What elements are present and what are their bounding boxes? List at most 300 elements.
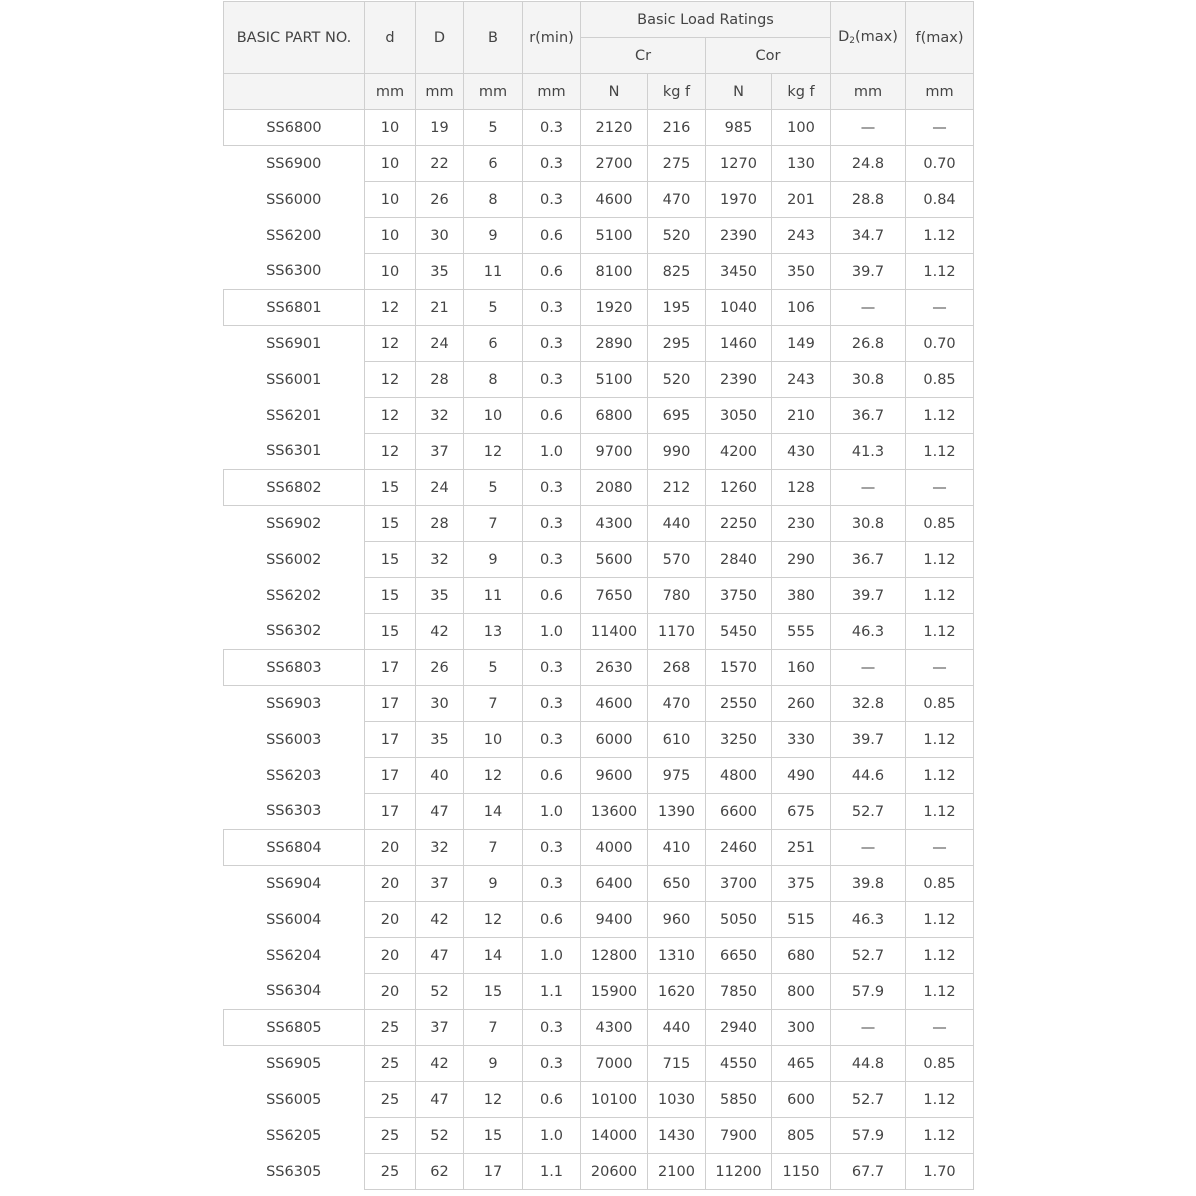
cell-d2-max: 30.8 [831, 506, 906, 542]
cell-cr-kgf: 275 [648, 146, 706, 182]
table-row [224, 758, 974, 794]
cell-f-max: 0.70 [906, 326, 974, 362]
cell-f-max: 1.12 [906, 254, 974, 290]
cell-D: 19 [416, 110, 464, 146]
cell-part-no: SS6000 [224, 182, 365, 218]
cell-B: 5 [464, 470, 523, 506]
cell-cr-n: 15900 [581, 974, 648, 1010]
cell-cor-n: 6600 [706, 794, 772, 830]
cell-D: 28 [416, 506, 464, 542]
cell-cr-kgf: 470 [648, 182, 706, 218]
table-row [224, 830, 974, 866]
cell-d: 25 [365, 1010, 416, 1046]
cell-B: 5 [464, 110, 523, 146]
cell-cr-kgf: 1390 [648, 794, 706, 830]
cell-cr-kgf: 1620 [648, 974, 706, 1010]
cell-cor-kgf: 251 [772, 830, 831, 866]
cell-r-min: 0.3 [523, 722, 581, 758]
cell-d: 17 [365, 758, 416, 794]
table-body [224, 110, 974, 1190]
header-cor: Cor [706, 38, 831, 74]
cell-f-max: — [906, 470, 974, 506]
cell-cor-n: 5450 [706, 614, 772, 650]
cell-cor-n: 3050 [706, 398, 772, 434]
cell-cor-n: 1040 [706, 290, 772, 326]
cell-d2-max: 57.9 [831, 1118, 906, 1154]
cell-cr-kgf: 1310 [648, 938, 706, 974]
cell-cor-kgf: 350 [772, 254, 831, 290]
cell-part-no: SS6201 [224, 398, 365, 434]
cell-cr-n: 6800 [581, 398, 648, 434]
cell-d2-max: 41.3 [831, 434, 906, 470]
cell-D: 37 [416, 1010, 464, 1046]
cell-B: 12 [464, 902, 523, 938]
cell-r-min: 0.3 [523, 542, 581, 578]
cell-cor-n: 4200 [706, 434, 772, 470]
cell-d2-max: 36.7 [831, 398, 906, 434]
cell-d: 20 [365, 866, 416, 902]
cell-f-max: 1.12 [906, 794, 974, 830]
cell-f-max: 1.12 [906, 578, 974, 614]
cell-d: 20 [365, 830, 416, 866]
cell-cor-n: 2250 [706, 506, 772, 542]
cell-part-no: SS6300 [224, 254, 365, 290]
cell-cr-kgf: 975 [648, 758, 706, 794]
cell-cr-n: 12800 [581, 938, 648, 974]
cell-D: 32 [416, 398, 464, 434]
header-D: D [416, 2, 464, 74]
header-d2-max: $D_2(\max)$ [831, 2, 906, 74]
cell-cr-kgf: 2100 [648, 1154, 706, 1190]
cell-cr-kgf: 520 [648, 218, 706, 254]
cell-D: 32 [416, 830, 464, 866]
cell-D: 26 [416, 182, 464, 218]
cell-cor-n: 5050 [706, 902, 772, 938]
cell-cr-n: 2120 [581, 110, 648, 146]
cell-part-no: SS6005 [224, 1082, 365, 1118]
cell-cr-kgf: 195 [648, 290, 706, 326]
cell-B: 14 [464, 794, 523, 830]
cell-cr-n: 4600 [581, 686, 648, 722]
header-B: B [464, 2, 523, 74]
cell-cor-kgf: 800 [772, 974, 831, 1010]
cell-part-no: SS6002 [224, 542, 365, 578]
table-row [224, 938, 974, 974]
cell-B: 11 [464, 578, 523, 614]
cell-r-min: 1.1 [523, 1154, 581, 1190]
cell-part-no: SS6205 [224, 1118, 365, 1154]
cell-d: 10 [365, 218, 416, 254]
cell-cr-n: 10100 [581, 1082, 648, 1118]
cell-r-min: 0.3 [523, 146, 581, 182]
cell-cor-n: 2840 [706, 542, 772, 578]
cell-B: 6 [464, 326, 523, 362]
cell-part-no: SS6302 [224, 614, 365, 650]
cell-cr-n: 1920 [581, 290, 648, 326]
cell-d: 10 [365, 182, 416, 218]
cell-f-max: 1.12 [906, 758, 974, 794]
table-row [224, 218, 974, 254]
cell-d2-max: — [831, 1010, 906, 1046]
cell-cr-kgf: 695 [648, 398, 706, 434]
table-row [224, 434, 974, 470]
cell-cor-kgf: 330 [772, 722, 831, 758]
cell-d2-max: 39.7 [831, 722, 906, 758]
table-row [224, 506, 974, 542]
cell-cor-kgf: 210 [772, 398, 831, 434]
cell-cr-kgf: 440 [648, 1010, 706, 1046]
table-row [224, 146, 974, 182]
cell-d2-max: 34.7 [831, 218, 906, 254]
cell-part-no: SS6004 [224, 902, 365, 938]
cell-part-no: SS6900 [224, 146, 365, 182]
cell-B: 14 [464, 938, 523, 974]
header-f-max: f(max) [906, 2, 974, 74]
bearing-spec-table [223, 1, 974, 1190]
cell-cr-kgf: 268 [648, 650, 706, 686]
cell-part-no: SS6202 [224, 578, 365, 614]
cell-f-max: 1.12 [906, 1082, 974, 1118]
cell-cor-n: 5850 [706, 1082, 772, 1118]
unit-cell: mm [523, 74, 581, 110]
cell-f-max: — [906, 290, 974, 326]
cell-d2-max: 67.7 [831, 1154, 906, 1190]
cell-r-min: 0.6 [523, 218, 581, 254]
cell-D: 22 [416, 146, 464, 182]
cell-cor-n: 2460 [706, 830, 772, 866]
cell-r-min: 1.0 [523, 614, 581, 650]
cell-d2-max: — [831, 650, 906, 686]
cell-r-min: 0.6 [523, 254, 581, 290]
cell-part-no: SS6301 [224, 434, 365, 470]
cell-D: 35 [416, 722, 464, 758]
unit-cell: mm [416, 74, 464, 110]
cell-cr-kgf: 440 [648, 506, 706, 542]
cell-cr-kgf: 825 [648, 254, 706, 290]
cell-cor-n: 7850 [706, 974, 772, 1010]
cell-r-min: 1.0 [523, 794, 581, 830]
cell-part-no: SS6804 [224, 830, 365, 866]
cell-r-min: 0.3 [523, 110, 581, 146]
table-row [224, 1046, 974, 1082]
cell-d: 12 [365, 398, 416, 434]
table-row [224, 110, 974, 146]
cell-d2-max: 46.3 [831, 902, 906, 938]
table-row [224, 1118, 974, 1154]
cell-D: 40 [416, 758, 464, 794]
cell-cor-n: 3750 [706, 578, 772, 614]
cell-r-min: 1.0 [523, 1118, 581, 1154]
cell-cr-n: 4000 [581, 830, 648, 866]
cell-cor-kgf: 300 [772, 1010, 831, 1046]
cell-cr-kgf: 410 [648, 830, 706, 866]
cell-cr-n: 4600 [581, 182, 648, 218]
cell-f-max: — [906, 650, 974, 686]
cell-D: 26 [416, 650, 464, 686]
cell-B: 12 [464, 758, 523, 794]
cell-B: 13 [464, 614, 523, 650]
cell-d2-max: 39.8 [831, 866, 906, 902]
cell-d: 15 [365, 542, 416, 578]
cell-cor-n: 1970 [706, 182, 772, 218]
cell-D: 30 [416, 218, 464, 254]
cell-cor-n: 2390 [706, 218, 772, 254]
cell-cr-n: 5100 [581, 362, 648, 398]
cell-part-no: SS6805 [224, 1010, 365, 1046]
cell-cor-kgf: 380 [772, 578, 831, 614]
cell-d: 17 [365, 650, 416, 686]
cell-cr-kgf: 715 [648, 1046, 706, 1082]
cell-d2-max: — [831, 470, 906, 506]
cell-cor-kgf: 106 [772, 290, 831, 326]
table-row [224, 614, 974, 650]
cell-d: 10 [365, 110, 416, 146]
cell-B: 7 [464, 830, 523, 866]
cell-D: 35 [416, 578, 464, 614]
cell-cor-n: 985 [706, 110, 772, 146]
cell-D: 52 [416, 1118, 464, 1154]
cell-D: 47 [416, 938, 464, 974]
cell-cor-kgf: 515 [772, 902, 831, 938]
cell-cor-kgf: 675 [772, 794, 831, 830]
cell-cor-n: 1570 [706, 650, 772, 686]
cell-cor-kgf: 149 [772, 326, 831, 362]
cell-r-min: 0.6 [523, 398, 581, 434]
cell-d: 15 [365, 614, 416, 650]
cell-B: 6 [464, 146, 523, 182]
cell-f-max: 0.85 [906, 1046, 974, 1082]
cell-D: 52 [416, 974, 464, 1010]
cell-cor-kgf: 201 [772, 182, 831, 218]
cell-cr-kgf: 470 [648, 686, 706, 722]
cell-f-max: 1.70 [906, 1154, 974, 1190]
cell-cor-kgf: 128 [772, 470, 831, 506]
table-row [224, 470, 974, 506]
cell-f-max: 1.12 [906, 542, 974, 578]
cell-cor-kgf: 243 [772, 362, 831, 398]
cell-r-min: 0.3 [523, 1046, 581, 1082]
cell-r-min: 0.6 [523, 758, 581, 794]
cell-cor-kgf: 100 [772, 110, 831, 146]
cell-cor-kgf: 260 [772, 686, 831, 722]
cell-D: 47 [416, 1082, 464, 1118]
units-row [224, 74, 974, 110]
cell-D: 62 [416, 1154, 464, 1190]
cell-r-min: 0.3 [523, 326, 581, 362]
cell-f-max: 1.12 [906, 1118, 974, 1154]
cell-B: 9 [464, 1046, 523, 1082]
cell-r-min: 0.3 [523, 506, 581, 542]
cell-d2-max: 39.7 [831, 578, 906, 614]
cell-D: 32 [416, 542, 464, 578]
header-part-no: BASIC PART NO. [224, 2, 365, 74]
cell-B: 5 [464, 290, 523, 326]
cell-part-no: SS6200 [224, 218, 365, 254]
cell-D: 21 [416, 290, 464, 326]
unit-cell: kg f [648, 74, 706, 110]
table-row [224, 1154, 974, 1190]
cell-cr-kgf: 610 [648, 722, 706, 758]
cell-cr-kgf: 216 [648, 110, 706, 146]
cell-part-no: SS6901 [224, 326, 365, 362]
cell-part-no: SS6902 [224, 506, 365, 542]
cell-f-max: 1.12 [906, 218, 974, 254]
cell-r-min: 0.3 [523, 830, 581, 866]
cell-d2-max: 24.8 [831, 146, 906, 182]
cell-B: 9 [464, 866, 523, 902]
cell-cr-n: 6400 [581, 866, 648, 902]
cell-part-no: SS6003 [224, 722, 365, 758]
table-row [224, 866, 974, 902]
cell-f-max: 0.70 [906, 146, 974, 182]
cell-D: 30 [416, 686, 464, 722]
cell-r-min: 0.3 [523, 182, 581, 218]
cell-D: 35 [416, 254, 464, 290]
cell-cor-kgf: 430 [772, 434, 831, 470]
cell-d: 25 [365, 1154, 416, 1190]
cell-part-no: SS6802 [224, 470, 365, 506]
cell-d: 10 [365, 146, 416, 182]
cell-B: 12 [464, 434, 523, 470]
cell-r-min: 1.0 [523, 938, 581, 974]
cell-cr-n: 13600 [581, 794, 648, 830]
cell-d: 15 [365, 506, 416, 542]
table-row [224, 254, 974, 290]
cell-cor-kgf: 490 [772, 758, 831, 794]
cell-cr-kgf: 295 [648, 326, 706, 362]
cell-d: 12 [365, 362, 416, 398]
cell-D: 42 [416, 1046, 464, 1082]
cell-d2-max: — [831, 830, 906, 866]
cell-cor-n: 4550 [706, 1046, 772, 1082]
cell-cor-kgf: 230 [772, 506, 831, 542]
cell-D: 42 [416, 902, 464, 938]
cell-cr-kgf: 960 [648, 902, 706, 938]
cell-cor-n: 7900 [706, 1118, 772, 1154]
cell-r-min: 0.3 [523, 866, 581, 902]
cell-d: 25 [365, 1046, 416, 1082]
cell-d2-max: — [831, 110, 906, 146]
cell-r-min: 0.6 [523, 1082, 581, 1118]
cell-cor-n: 3250 [706, 722, 772, 758]
cell-f-max: 1.12 [906, 434, 974, 470]
cell-d2-max: 28.8 [831, 182, 906, 218]
table-row [224, 650, 974, 686]
cell-D: 42 [416, 614, 464, 650]
cell-cor-kgf: 130 [772, 146, 831, 182]
cell-B: 12 [464, 1082, 523, 1118]
cell-B: 15 [464, 1118, 523, 1154]
cell-D: 37 [416, 434, 464, 470]
cell-B: 11 [464, 254, 523, 290]
cell-cr-n: 2700 [581, 146, 648, 182]
cell-cr-kgf: 780 [648, 578, 706, 614]
cell-d: 20 [365, 938, 416, 974]
cell-B: 15 [464, 974, 523, 1010]
cell-d2-max: 39.7 [831, 254, 906, 290]
cell-cor-kgf: 680 [772, 938, 831, 974]
cell-B: 9 [464, 218, 523, 254]
cell-cor-kgf: 805 [772, 1118, 831, 1154]
header-basic-load-ratings: Basic Load Ratings [581, 2, 831, 38]
cell-B: 7 [464, 506, 523, 542]
cell-D: 37 [416, 866, 464, 902]
cell-d: 12 [365, 434, 416, 470]
cell-part-no: SS6803 [224, 650, 365, 686]
cell-f-max: — [906, 1010, 974, 1046]
cell-cr-n: 5600 [581, 542, 648, 578]
cell-B: 17 [464, 1154, 523, 1190]
table-row [224, 398, 974, 434]
cell-cor-n: 1260 [706, 470, 772, 506]
cell-cor-n: 3700 [706, 866, 772, 902]
cell-cr-kgf: 520 [648, 362, 706, 398]
cell-B: 7 [464, 686, 523, 722]
cell-f-max: 0.85 [906, 866, 974, 902]
table-row [224, 542, 974, 578]
cell-cor-n: 11200 [706, 1154, 772, 1190]
cell-d2-max: 30.8 [831, 362, 906, 398]
cell-d2-max: 32.8 [831, 686, 906, 722]
cell-f-max: — [906, 110, 974, 146]
units-blank [224, 74, 365, 110]
table-row [224, 182, 974, 218]
cell-cr-kgf: 212 [648, 470, 706, 506]
cell-cr-n: 4300 [581, 506, 648, 542]
table-row [224, 794, 974, 830]
cell-d2-max: — [831, 290, 906, 326]
cell-cr-kgf: 1170 [648, 614, 706, 650]
cell-cr-kgf: 1030 [648, 1082, 706, 1118]
cell-cr-n: 11400 [581, 614, 648, 650]
cell-D: 28 [416, 362, 464, 398]
cell-d2-max: 57.9 [831, 974, 906, 1010]
cell-cor-kgf: 290 [772, 542, 831, 578]
cell-part-no: SS6204 [224, 938, 365, 974]
cell-r-min: 0.3 [523, 362, 581, 398]
cell-B: 10 [464, 722, 523, 758]
cell-d2-max: 26.8 [831, 326, 906, 362]
header-cr: Cr [581, 38, 706, 74]
cell-r-min: 1.1 [523, 974, 581, 1010]
cell-cr-n: 9400 [581, 902, 648, 938]
cell-f-max: 0.84 [906, 182, 974, 218]
cell-cor-n: 2940 [706, 1010, 772, 1046]
cell-r-min: 1.0 [523, 434, 581, 470]
cell-f-max: 0.85 [906, 362, 974, 398]
cell-d: 20 [365, 902, 416, 938]
cell-cr-n: 2630 [581, 650, 648, 686]
cell-d2-max: 44.8 [831, 1046, 906, 1082]
cell-r-min: 0.3 [523, 290, 581, 326]
cell-D: 47 [416, 794, 464, 830]
table-row [224, 902, 974, 938]
cell-cr-kgf: 650 [648, 866, 706, 902]
table-row [224, 974, 974, 1010]
table-row [224, 686, 974, 722]
cell-r-min: 0.6 [523, 578, 581, 614]
table-row [224, 326, 974, 362]
cell-cr-n: 20600 [581, 1154, 648, 1190]
cell-cr-n: 9600 [581, 758, 648, 794]
cell-r-min: 0.3 [523, 650, 581, 686]
cell-d2-max: 44.6 [831, 758, 906, 794]
cell-f-max: 0.85 [906, 686, 974, 722]
cell-r-min: 0.3 [523, 686, 581, 722]
unit-cell: mm [831, 74, 906, 110]
cell-cor-kgf: 1150 [772, 1154, 831, 1190]
cell-cor-kgf: 160 [772, 650, 831, 686]
